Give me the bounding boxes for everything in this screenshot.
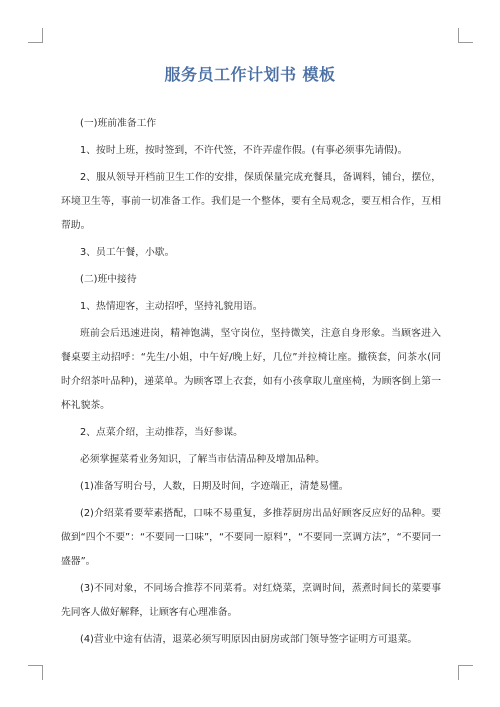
paragraph-order-3: (3)不同对象，不同场合推荐不同菜肴。对红烧菜，烹调时间，蒸煮时间长的菜要事先同客人做好解释，让顾客有心理准备。: [61, 583, 441, 618]
document-title: 服务员工作计划书 模板: [164, 65, 336, 84]
paragraph-order-1: (1)准备写明台号，人数，日期及时间，字迹端正，清楚易懂。: [80, 481, 349, 492]
paragraph-menu-knowledge: 必须掌握菜肴业务知识，了解当市估清品种及增加品种。: [80, 454, 325, 465]
page-corner-mark-top-right: [458, 28, 473, 43]
paragraph-order-2: (2)介绍菜肴要荤素搭配，口味不易重复，多推荐厨房出品好顾客反应好的品种。要做到“四个不要”：“不要同一口味”，“不要同一原料”，“不要同一烹调方法”，“不要同一盛器”。: [61, 508, 441, 567]
paragraph-greeting-detail: 班前会后迅速进岗，精神饱满，坚守岗位，坚持微笑，注意自身形象。当顾客进入餐桌要主动招呼：“先生/小姐，中午好/晚上好，几位”并拉椅让座。撤筷套，问茶水(同时介绍茶叶品种)，递菜单。为顾客罩上衣套，如有小孩拿取儿童座椅，为顾客倒上第一杯礼貌茶。: [61, 328, 441, 411]
paragraph-order-4: (4)营业中途有估清，退菜必须写明原因由厨房或部门领导签字证明方可退菜。: [80, 634, 418, 645]
document-body: [61, 112, 441, 652]
page-corner-mark-bottom-left: [28, 665, 43, 680]
page-corner-mark-top-left: [28, 28, 43, 43]
paragraph-item-1: 1、按时上班，按时签到，不许代签，不许弄虚作假。(有事必须事先请假)。: [80, 145, 408, 156]
paragraph-item-2: 2、服从领导开档前卫生工作的安排，保质保量完成充餐具，备调料，铺台，摆位，环境卫生等，事前一切准备工作。我们是一个整体，要有全局观念，要互相合作，互相帮助。: [61, 172, 441, 231]
paragraph-greeting: 1、热情迎客，主动招呼，坚持礼貌用语。: [80, 301, 263, 312]
paragraph-item-3: 3、员工午餐，小歇。: [80, 247, 175, 258]
page-corner-mark-bottom-right: [458, 665, 473, 680]
paragraph-ordering: 2、点菜介绍，主动推荐，当好参谋。: [80, 427, 243, 438]
section-heading-in-shift: (二)班中接待: [80, 274, 137, 285]
section-heading-pre-shift: (一)班前准备工作: [80, 118, 157, 129]
